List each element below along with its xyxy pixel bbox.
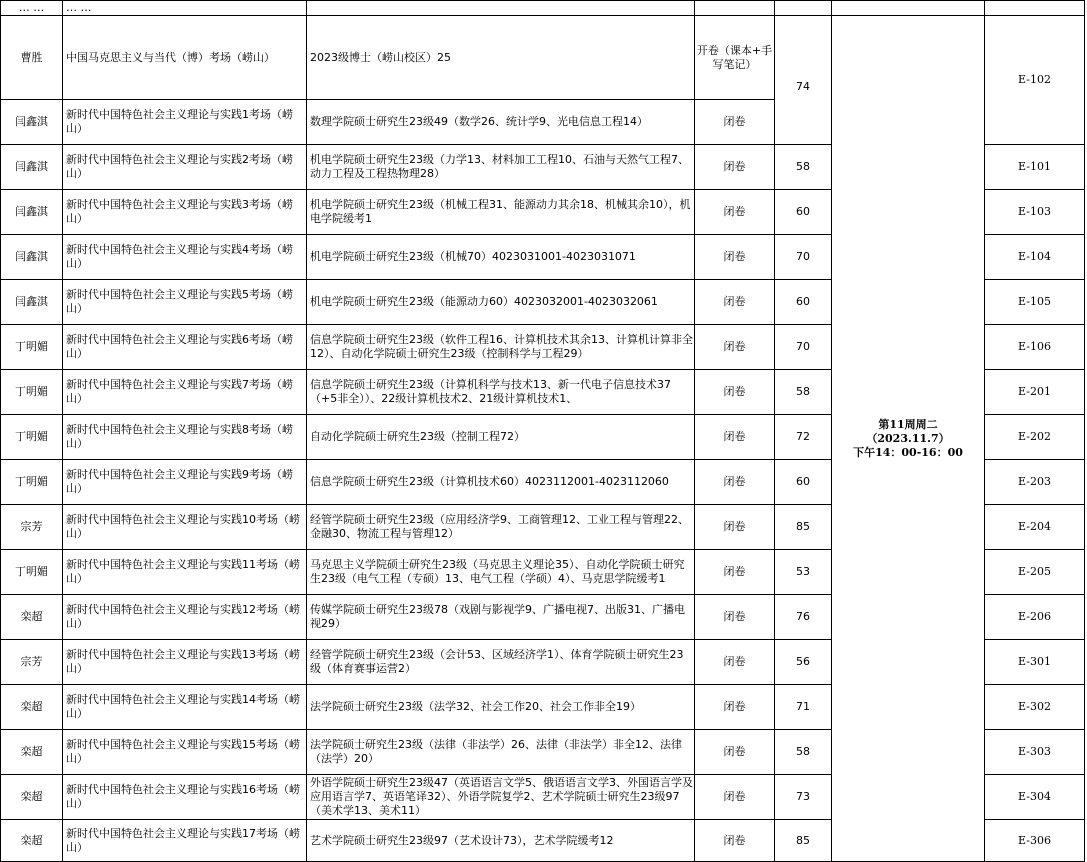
top-cell: … … [63, 1, 307, 16]
count-cell: 70 [775, 325, 832, 370]
count-cell: 85 [775, 820, 832, 862]
teacher-cell: 闫鑫淇 [1, 280, 63, 325]
course-cell: 新时代中国特色社会主义理论与实践10考场（崂山） [63, 505, 307, 550]
class-cell: 艺术学院硕士研究生23级97（艺术设计73），艺术学院缓考12 [307, 820, 695, 862]
exam-type-cell: 闭卷 [695, 100, 775, 145]
count-cell: 74 [775, 16, 832, 145]
count-cell: 56 [775, 640, 832, 685]
class-cell: 法学院硕士研究生23级（法律（非法学）26、法律（非法学）非全12、法律（法学）20） [307, 730, 695, 775]
teacher-cell: 栾超 [1, 685, 63, 730]
course-cell: 新时代中国特色社会主义理论与实践1考场（崂山） [63, 100, 307, 145]
class-cell: 自动化学院硕士研究生23级（控制工程72） [307, 415, 695, 460]
room-cell: E-201 [985, 370, 1085, 415]
course-cell: 新时代中国特色社会主义理论与实践12考场（崂山） [63, 595, 307, 640]
teacher-cell: 闫鑫淇 [1, 235, 63, 280]
top-cell [985, 1, 1085, 16]
exam-time-line: 下午14：00-16：00 [853, 445, 963, 459]
teacher-cell: 宗芳 [1, 505, 63, 550]
class-cell: 经管学院硕士研究生23级（应用经济学9、工商管理12、工业工程与管理22、金融30、物流工程与管理12） [307, 505, 695, 550]
count-cell: 60 [775, 460, 832, 505]
top-cell [307, 1, 695, 16]
class-cell: 信息学院硕士研究生23级（计算机科学与技术13、新一代电子信息技术37（+5非全））、22级计算机技术2、21级计算机技术1、 [307, 370, 695, 415]
exam-type-cell: 闭卷 [695, 550, 775, 595]
teacher-cell: 栾超 [1, 820, 63, 862]
teacher-cell: 丁明媚 [1, 550, 63, 595]
exam-type-cell: 开卷（课本+手写笔记） [695, 16, 775, 100]
teacher-cell: 闫鑫淇 [1, 190, 63, 235]
exam-type-cell: 闭卷 [695, 460, 775, 505]
teacher-cell: 丁明媚 [1, 460, 63, 505]
course-cell: 新时代中国特色社会主义理论与实践6考场（崂山） [63, 325, 307, 370]
top-cell [832, 1, 985, 16]
class-cell: 传媒学院硕士研究生23级78（戏剧与影视学9、广播电视7、出版31、广播电视29） [307, 595, 695, 640]
top-cell [695, 1, 775, 16]
top-partial-row [1, 1, 1085, 16]
class-cell: 机电学院硕士研究生23级（力学13、材料加工工程10、石油与天然气工程7、动力工程及工程热物理28） [307, 145, 695, 190]
course-cell: 新时代中国特色社会主义理论与实践17考场（崂山） [63, 820, 307, 862]
room-cell: E-102 [985, 16, 1085, 145]
room-cell: E-206 [985, 595, 1085, 640]
course-cell: 新时代中国特色社会主义理论与实践11考场（崂山） [63, 550, 307, 595]
room-cell: E-205 [985, 550, 1085, 595]
room-cell: E-106 [985, 325, 1085, 370]
teacher-cell: 栾超 [1, 730, 63, 775]
class-cell: 机电学院硕士研究生23级（能源动力60）4023032001-4023032061 [307, 280, 695, 325]
course-cell: 新时代中国特色社会主义理论与实践15考场（崂山） [63, 730, 307, 775]
room-cell: E-302 [985, 685, 1085, 730]
class-cell: 机电学院硕士研究生23级（机械工程31、能源动力其余18、机械其余10），机电学院缓考1 [307, 190, 695, 235]
count-cell: 70 [775, 235, 832, 280]
exam-time-line: 第11周周二 [878, 417, 938, 431]
room-cell: E-103 [985, 190, 1085, 235]
teacher-cell: 曹胜 [1, 16, 63, 100]
class-cell: 法学院硕士研究生23级（法学32、社会工作20、社会工作非全19） [307, 685, 695, 730]
exam-time-line: （2023.11.7） [866, 431, 950, 445]
exam-type-cell: 闭卷 [695, 370, 775, 415]
teacher-cell: 丁明媚 [1, 415, 63, 460]
room-cell: E-105 [985, 280, 1085, 325]
room-cell: E-301 [985, 640, 1085, 685]
room-cell: E-204 [985, 505, 1085, 550]
exam-type-cell: 闭卷 [695, 640, 775, 685]
count-cell: 72 [775, 415, 832, 460]
room-cell: E-304 [985, 775, 1085, 820]
count-cell: 71 [775, 685, 832, 730]
count-cell: 76 [775, 595, 832, 640]
teacher-cell: 栾超 [1, 595, 63, 640]
class-cell: 信息学院硕士研究生23级（计算机技术60）4023112001-4023112060 [307, 460, 695, 505]
room-cell: E-101 [985, 145, 1085, 190]
course-cell: 新时代中国特色社会主义理论与实践2考场（崂山） [63, 145, 307, 190]
exam-type-cell: 闭卷 [695, 505, 775, 550]
class-cell: 2023级博士（崂山校区）25 [307, 16, 695, 100]
room-cell: E-306 [985, 820, 1085, 862]
course-cell: 新时代中国特色社会主义理论与实践16考场（崂山） [63, 775, 307, 820]
count-cell: 73 [775, 775, 832, 820]
course-cell: 新时代中国特色社会主义理论与实践5考场（崂山） [63, 280, 307, 325]
exam-time-cell [832, 16, 985, 862]
course-cell: 新时代中国特色社会主义理论与实践7考场（崂山） [63, 370, 307, 415]
count-cell: 58 [775, 730, 832, 775]
exam-type-cell: 闭卷 [695, 775, 775, 820]
course-cell: 新时代中国特色社会主义理论与实践14考场（崂山） [63, 685, 307, 730]
teacher-cell: 闫鑫淇 [1, 145, 63, 190]
class-cell: 外语学院硕士研究生23级47（英语语言文学5、俄语语言文学3、外国语言学及应用语言学7、英语笔译32）、外语学院复学2、艺术学院硕士研究生23级97（美术学13、美术11） [307, 775, 695, 820]
class-cell: 机电学院硕士研究生23级（机械70）4023031001-4023031071 [307, 235, 695, 280]
count-cell: 85 [775, 505, 832, 550]
exam-type-cell: 闭卷 [695, 325, 775, 370]
room-cell: E-203 [985, 460, 1085, 505]
room-cell: E-202 [985, 415, 1085, 460]
course-cell: 新时代中国特色社会主义理论与实践3考场（崂山） [63, 190, 307, 235]
course-cell: 新时代中国特色社会主义理论与实践13考场（崂山） [63, 640, 307, 685]
count-cell: 58 [775, 370, 832, 415]
top-cell: … … [1, 1, 63, 16]
top-cell [775, 1, 832, 16]
exam-type-cell: 闭卷 [695, 235, 775, 280]
exam-type-cell: 闭卷 [695, 190, 775, 235]
room-cell: E-303 [985, 730, 1085, 775]
teacher-cell: 栾超 [1, 775, 63, 820]
course-cell: 新时代中国特色社会主义理论与实践4考场（崂山） [63, 235, 307, 280]
exam-type-cell: 闭卷 [695, 415, 775, 460]
count-cell: 58 [775, 145, 832, 190]
room-cell: E-104 [985, 235, 1085, 280]
count-cell: 53 [775, 550, 832, 595]
teacher-cell: 丁明媚 [1, 370, 63, 415]
teacher-cell: 丁明媚 [1, 325, 63, 370]
teacher-cell: 宗芳 [1, 640, 63, 685]
count-cell: 60 [775, 280, 832, 325]
table-row [1, 16, 1085, 100]
exam-type-cell: 闭卷 [695, 820, 775, 862]
class-cell: 经管学院硕士研究生23级（会计53、区域经济学1）、体育学院硕士研究生23级（体育赛事运营2） [307, 640, 695, 685]
class-cell: 马克思主义学院硕士研究生23级（马克思主义理论35）、自动化学院硕士研究生23级（电气工程（专硕）13、电气工程（学硕）4）、马克思学院缓考1 [307, 550, 695, 595]
exam-type-cell: 闭卷 [695, 595, 775, 640]
course-cell: 新时代中国特色社会主义理论与实践8考场（崂山） [63, 415, 307, 460]
exam-type-cell: 闭卷 [695, 145, 775, 190]
exam-type-cell: 闭卷 [695, 730, 775, 775]
class-cell: 信息学院硕士研究生23级（软件工程16、计算机技术其余13、计算机计算非全12）、自动化学院硕士研究生23级（控制科学与工程29） [307, 325, 695, 370]
course-cell: 新时代中国特色社会主义理论与实践9考场（崂山） [63, 460, 307, 505]
course-cell: 中国马克思主义与当代（博）考场（崂山） [63, 16, 307, 100]
teacher-cell: 闫鑫淇 [1, 100, 63, 145]
exam-type-cell: 闭卷 [695, 685, 775, 730]
count-cell: 60 [775, 190, 832, 235]
exam-type-cell: 闭卷 [695, 280, 775, 325]
class-cell: 数理学院硕士研究生23级49（数学26、统计学9、光电信息工程14） [307, 100, 695, 145]
